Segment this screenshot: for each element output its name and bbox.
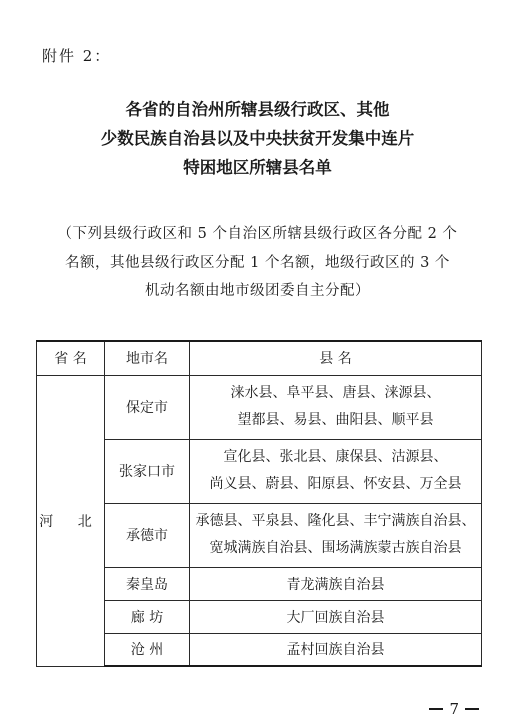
title-line-3: 特困地区所辖县名单: [183, 158, 332, 177]
note-line-2: 名额，其他县级行政区分配 1 个名额，地级行政区的 3 个: [65, 254, 450, 271]
county-cell: 大厂回族自治县: [190, 600, 482, 633]
county-roster-table: [36, 340, 482, 667]
header-province: 省 名: [37, 341, 105, 375]
city-cell: 廊 坊: [105, 600, 190, 633]
city-cell: 沧 州: [105, 633, 190, 666]
city-cell: 保定市: [105, 375, 190, 439]
title-line-2: 少数民族自治县以及中央扶贫开发集中连片: [100, 129, 415, 148]
title-line-1: 各省的自治州所辖县级行政区、其他: [125, 100, 390, 119]
table-header-row: [37, 341, 482, 375]
allocation-note: [20, 220, 495, 306]
city-cell: 张家口市: [105, 439, 190, 503]
page-number: [429, 700, 479, 718]
page-number-text: 7: [449, 700, 459, 718]
note-line-3: 机动名额由地市级团委自主分配）: [145, 283, 370, 299]
attachment-label: 附件 2：: [42, 47, 112, 65]
city-cell: 承德市: [105, 503, 190, 567]
county-cell: 承德县、平泉县、隆化县、丰宁满族自治县、 宽城满族自治县、围场满族蒙古族自治县: [190, 503, 482, 567]
page-dash-right: [465, 708, 479, 710]
county-cell: 涞水县、阜平县、唐县、涞源县、 望都县、易县、曲阳县、顺平县: [190, 375, 482, 439]
header-county: 县 名: [190, 341, 482, 375]
city-cell: 秦皇岛: [105, 567, 190, 600]
province-cell: 河 北: [37, 375, 105, 666]
note-line-1: （下列县级行政区和 5 个自治区所辖县级行政区各分配 2 个: [57, 226, 458, 242]
county-cell: 青龙满族自治县: [190, 567, 482, 600]
table-row: [37, 375, 482, 439]
county-cell: 宣化县、张北县、康保县、沽源县、 尚义县、蔚县、阳原县、怀安县、万全县: [190, 439, 482, 503]
header-city: 地市名: [105, 341, 190, 375]
county-cell: 孟村回族自治县: [190, 633, 482, 666]
document-title: [0, 95, 515, 182]
page-dash-left: [429, 708, 443, 710]
